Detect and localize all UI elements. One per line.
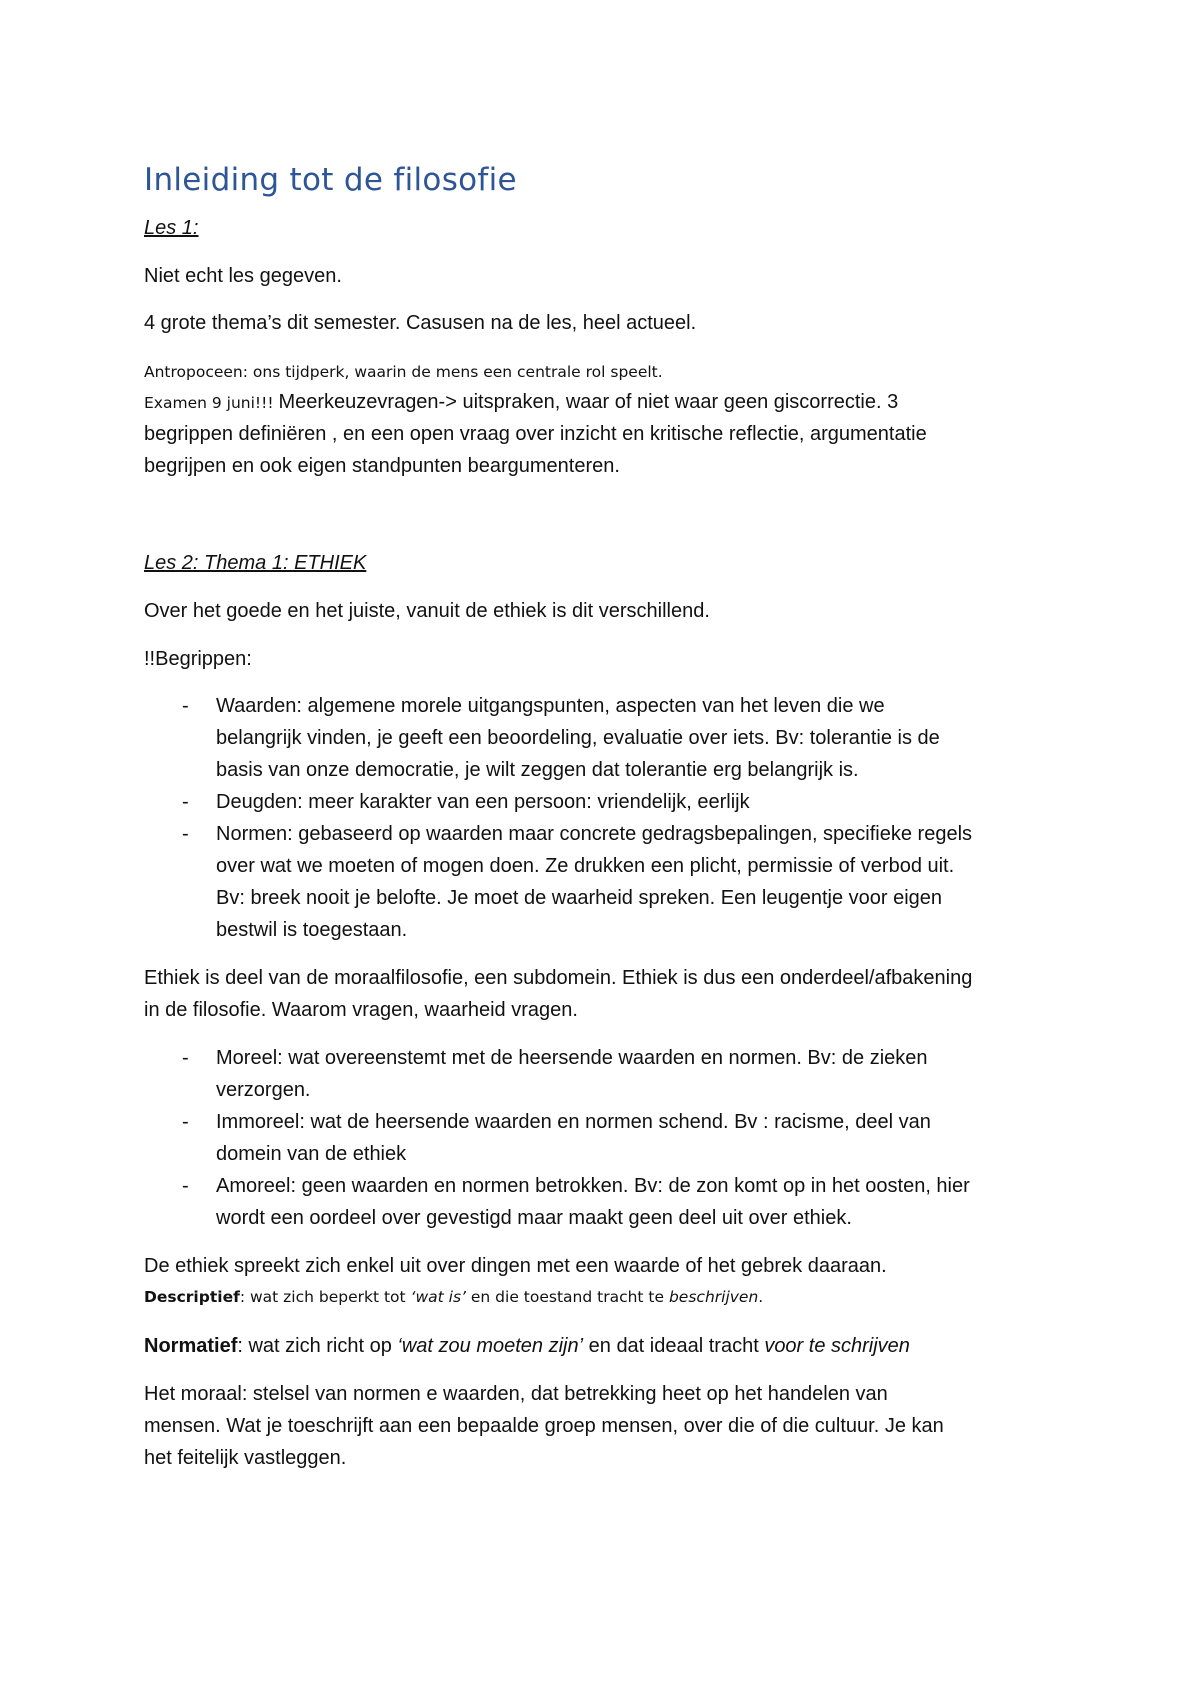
- exam-line-3: begrijpen en ook eigen standpunten beargumenteren.: [144, 455, 620, 477]
- moraal-line-2: mensen. Wat je toeschrijft aan een bepaalde groep mensen, over die of die cultuur. Je kan: [144, 1415, 944, 1437]
- les1-paragraph-2: 4 grote thema’s dit semester. Casusen na de les, heel actueel.: [144, 312, 697, 334]
- list-line: bestwil is toegestaan.: [216, 919, 408, 941]
- descriptief-emphasis: ‘wat is’: [410, 1288, 466, 1306]
- list-item: [144, 1170, 1074, 1234]
- les1-paragraph-3: Antropoceen: ons tijdperk, waarin de mens een centrale rol speelt.: [144, 363, 663, 381]
- list-item: [144, 690, 1074, 786]
- descriptief-period: .: [758, 1288, 764, 1306]
- list-line: domein van de ethiek: [216, 1143, 407, 1165]
- les1-paragraph-1: Niet echt les gegeven.: [144, 265, 342, 287]
- ethiek-line-1: Ethiek is deel van de moraalfilosofie, een subdomein. Ethiek is dus een onderdeel/afbakening: [144, 967, 973, 989]
- list-item: [144, 818, 1074, 946]
- normatief-text: : wat zich richt op: [237, 1335, 398, 1357]
- list-line: verzorgen.: [216, 1079, 311, 1101]
- normatief-label: Normatief: [144, 1335, 238, 1357]
- descriptief-emphasis: beschrijven: [668, 1288, 759, 1306]
- ethiek-line-2: in de filosofie. Waarom vragen, waarheid vragen.: [144, 999, 578, 1021]
- normatief-emphasis: ‘wat zou moeten zijn’: [397, 1335, 584, 1357]
- list-item: [144, 1106, 1074, 1170]
- moraal-line-3: het feitelijk vastleggen.: [144, 1447, 347, 1469]
- list-dash: -: [182, 823, 189, 845]
- list-line: Bv: breek nooit je belofte. Je moet de waarheid spreken. Een leugentje voor eigen: [216, 887, 943, 909]
- list-line: Moreel: wat overeenstemt met de heersende waarden en normen. Bv: de zieken: [216, 1047, 928, 1069]
- list-item: [144, 1042, 1074, 1106]
- descriptief-text: : wat zich beperkt tot: [239, 1288, 411, 1306]
- begrippen-list: [144, 690, 1074, 946]
- list-line: basis van onze democratie, je wilt zeggen dat tolerantie erg belangrijk is.: [216, 759, 859, 781]
- normatief-paragraph: [144, 1330, 1074, 1362]
- descriptief-label: Descriptief: [144, 1288, 240, 1306]
- list-item: [144, 786, 1074, 818]
- exam-date: Examen 9 juni!!!: [144, 394, 279, 412]
- moraal-line-1: Het moraal: stelsel van normen e waarden, dat betrekking heet op het handelen van: [144, 1383, 888, 1405]
- les2-intro: Over het goede en het juiste, vanuit de ethiek is dit verschillend.: [144, 600, 710, 622]
- list-dash: -: [182, 1047, 189, 1069]
- normatief-text: en dat ideaal tracht: [583, 1335, 765, 1357]
- ethiek-spreekt-paragraph: De ethiek spreekt zich enkel uit over dingen met een waarde of het gebrek daaraan.: [144, 1255, 887, 1277]
- list-line: over wat we moeten of mogen doen. Ze drukken een plicht, permissie of verbod uit.: [216, 855, 955, 877]
- moreel-list: [144, 1042, 1074, 1234]
- les1-exam-paragraph: [144, 386, 1074, 419]
- descriptief-text: en die toestand tracht te: [465, 1288, 669, 1306]
- list-line: wordt een oordeel over gevestigd maar maakt geen deel uit over ethiek.: [216, 1207, 852, 1229]
- normatief-emphasis: voor te schrijven: [764, 1335, 910, 1357]
- list-line: Deugden: meer karakter van een persoon: vriendelijk, eerlijk: [216, 791, 750, 813]
- list-dash: -: [182, 1111, 189, 1133]
- les2-heading: Les 2: Thema 1: ETHIEK: [144, 552, 367, 574]
- exam-line-1: Meerkeuzevragen-> uitspraken, waar of niet waar geen giscorrectie. 3: [278, 391, 899, 413]
- les1-heading: Les 1:: [144, 217, 199, 239]
- list-dash: -: [182, 1175, 189, 1197]
- list-line: Waarden: algemene morele uitgangspunten, aspecten van het leven die we: [216, 695, 885, 717]
- list-line: belangrijk vinden, je geeft een beoordeling, evaluatie over iets. Bv: tolerantie is de: [216, 727, 940, 749]
- list-dash: -: [182, 695, 189, 717]
- list-line: Normen: gebaseerd op waarden maar concrete gedragsbepalingen, specifieke regels: [216, 823, 973, 845]
- list-line: Amoreel: geen waarden en normen betrokken. Bv: de zon komt op in het oosten, hier: [216, 1175, 970, 1197]
- list-line: Immoreel: wat de heersende waarden en normen schend. Bv : racisme, deel van: [216, 1111, 931, 1133]
- document-title: Inleiding tot de filosofie: [144, 162, 517, 198]
- list-dash: -: [182, 791, 189, 813]
- descriptief-paragraph: [144, 1281, 1074, 1313]
- begrippen-label: !!Begrippen:: [144, 648, 252, 670]
- exam-line-2: begrippen definiëren , en een open vraag over inzicht en kritische reflectie, argumentatie: [144, 423, 927, 445]
